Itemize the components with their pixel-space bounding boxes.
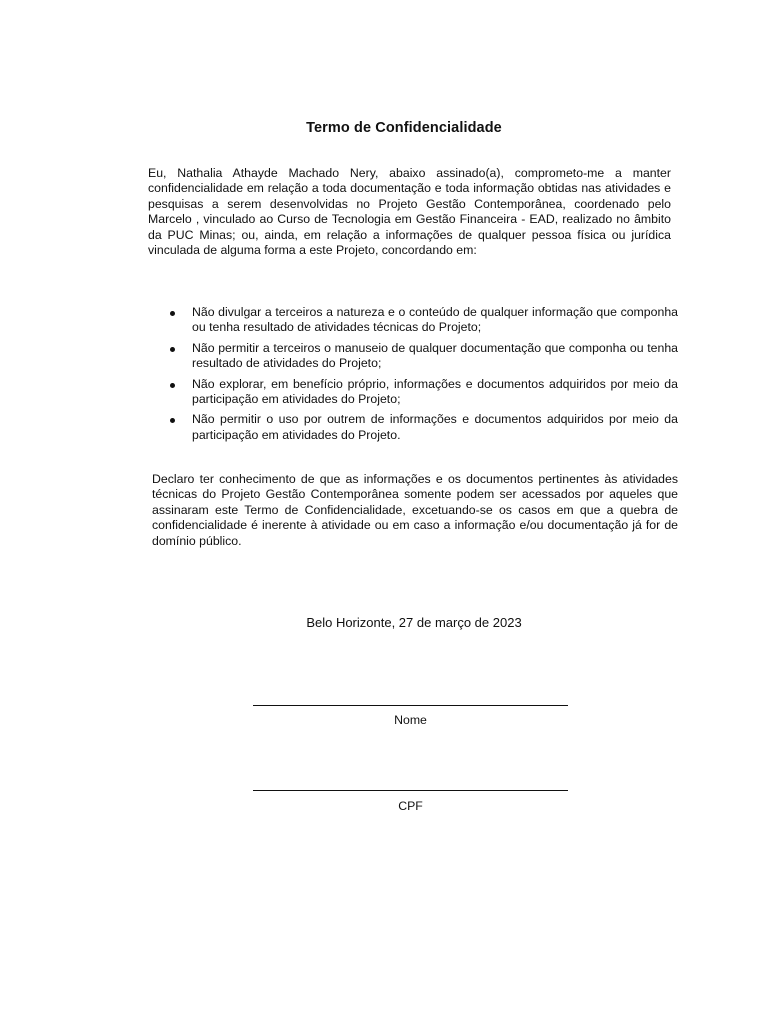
intro-paragraph: Eu, Nathalia Athayde Machado Nery, abaixo assinado(a), comprometo-me a manter confidencialidade em relação a toda documentação e toda informação obtidas nas atividades e pesquisas a serem desenvolvidas no Projeto Gestão Contemporânea, coordenado pelo Marcelo , vinculado ao Curso de Tecnologia em Gestão Financeira - EAD, realizado no âmbito da PUC Minas; ou, ainda, em relação a informações de qualquer pessoa física ou jurídica vinculada de alguma forma a este Projeto, concordando em: [148, 166, 671, 258]
signature-line-name [253, 705, 568, 706]
bullet-icon [170, 418, 175, 423]
signature-line-cpf [253, 790, 568, 791]
commitments-list [160, 305, 678, 448]
document-title: Termo de Confidencialidade [306, 120, 502, 136]
signature-cpf-label: CPF [398, 799, 423, 813]
signature-name-label: Nome [394, 713, 427, 727]
declaration-paragraph: Declaro ter conhecimento de que as informações e os documentos pertinentes às atividades técnicas do Projeto Gestão Contemporânea somente podem ser acessados por aqueles que assinaram este Termo de Confidencialidade, excetuando-se os casos em que a quebra de confidencialidade é inerente à atividade ou em caso a informação e/ou documentação já for de domínio público. [152, 472, 678, 548]
list-item [160, 341, 678, 372]
list-item [160, 412, 678, 443]
list-item [160, 305, 678, 336]
commitment-text: Não permitir o uso por outrem de informações e documentos adquiridos por meio da participação em atividades do Projeto. [192, 412, 678, 442]
place-date: Belo Horizonte, 27 de março de 2023 [306, 615, 522, 630]
list-item [160, 377, 678, 408]
bullet-icon [170, 383, 175, 388]
commitment-text: Não divulgar a terceiros a natureza e o conteúdo de qualquer informação que componha ou tenha resultado de atividades técnicas do Projeto; [192, 305, 678, 335]
commitment-text: Não explorar, em benefício próprio, informações e documentos adquiridos por meio da participação em atividades do Projeto; [192, 376, 678, 407]
bullet-icon [170, 347, 175, 352]
commitment-text: Não permitir a terceiros o manuseio de qualquer documentação que componha ou tenha resultado de atividades do Projeto; [192, 340, 678, 371]
bullet-icon [170, 311, 175, 316]
